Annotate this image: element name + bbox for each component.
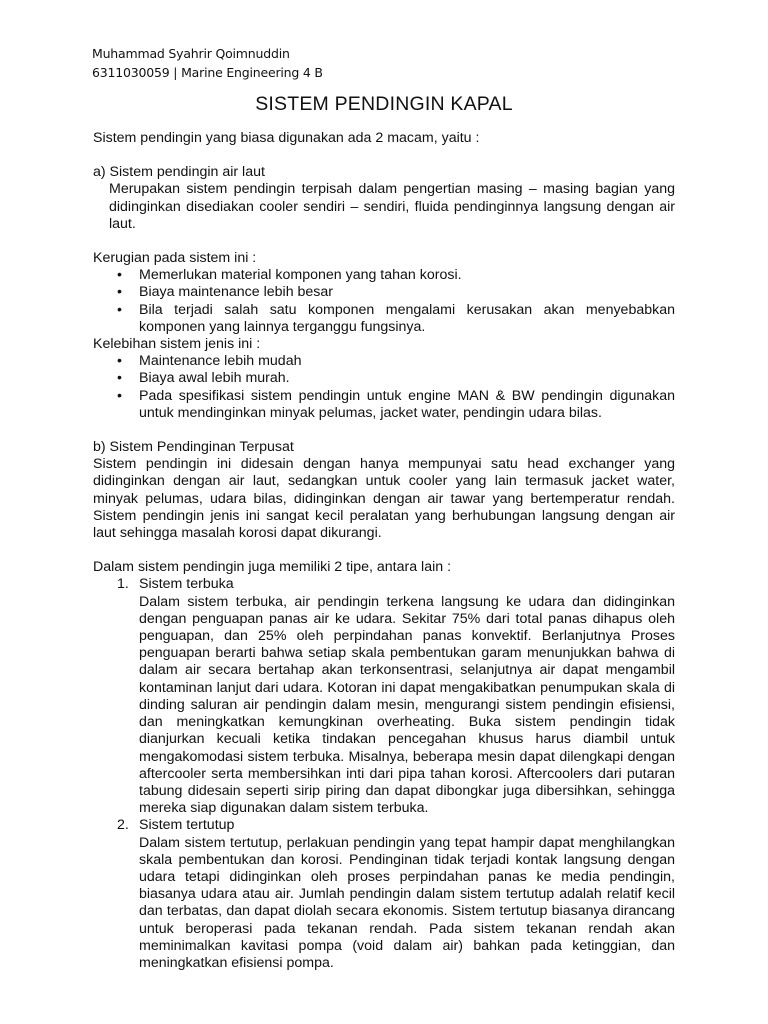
bullet-icon: • [117, 353, 122, 370]
document-title: SISTEM PENDINGIN KAPAL [255, 93, 513, 115]
list-item: • Bila terjadi salah satu komponen mengalami kerusakan akan menyebabkan komponen yang lainnya terganggu fungsinya. [117, 301, 675, 335]
author-name: Muhammad Syahrir Qoimnuddin [92, 46, 290, 61]
list-item: • Maintenance lebih mudah [117, 353, 302, 370]
section-a-description: Merupakan sistem pendingin terpisah dalam pengertian masing – masing bagian yang didinginkan disediakan cooler sendiri – sendiri, fluida pendinginnya langsung dengan air laut. [109, 181, 675, 232]
type-body: Dalam sistem terbuka, air pendingin terkena langsung ke udara dan didinginkan dengan penguapan panas air ke udara. Sekitar 75% dari total panas dihapus oleh penguapan, dan 25% oleh perpindahan panas konvektif. Berlanjutnya Proses penguapan berarti bahwa setiap skala pembentukan garam menunjukkan bahwa di dalam air secara bertahap akan terkonsentrasi, selanjutnya air dapat mengambil kontaminan lanjut dari udara. Kotoran ini dapat mengakibatkan penumpukan skala di dinding saluran air pendingin dalam mesin, mengurangi sistem pendingin efisiensi, dan meningkatkan kemungkinan overheating. Buka sistem pendingin tidak dianjurkan kecuali ketika tindakan pencegahan khusus harus diambil untuk mengakomodasi sistem terbuka. Misalnya, beberapa mesin dapat dilengkapi dengan aftercooler serta membersihkan inti dari pipa tahan korosi. Aftercoolers dari putaran tabung didesain seperti sirip piring dan dapat dibongkar juga dibersihkan, sehingga mereka siap digunakan dalam sistem terbuka. [139, 593, 675, 817]
type-heading: Sistem tertutup [139, 817, 235, 834]
list-item [93, 817, 675, 972]
list-item: • Biaya maintenance lebih besar [117, 284, 334, 301]
student-id-line: 6311030059 | Marine Engineering 4 B [92, 65, 323, 80]
intro-paragraph: Sistem pendingin yang biasa digunakan ada 2 macam, yaitu : [93, 130, 480, 146]
list-item [93, 576, 675, 817]
disadvantages-heading: Kerugian pada sistem ini : [93, 250, 257, 267]
bullet-icon: • [117, 267, 122, 284]
types-intro: Dalam sistem pendingin juga memiliki 2 tipe, antara lain : [93, 559, 452, 576]
list-item: • Biaya awal lebih murah. [117, 370, 290, 387]
advantages-heading: Kelebihan sistem jenis ini : [93, 336, 261, 353]
types-list [93, 576, 675, 972]
bullet-icon: • [117, 284, 122, 301]
item-number: 2. [117, 817, 129, 834]
section-b-description: Sistem pendingin ini didesain dengan hanya mempunyai satu head exchanger yang didinginkan dengan air laut, sedangkan untuk cooler yang lain termasuk jacket water, minyak pelumas, udara bilas, didinginkan dengan air tawar yang bertemperatur rendah. Sistem pendingin jenis ini sangat kecil peralatan yang berhubungan langsung dengan air laut sehingga masalah korosi dapat dikurangi. [93, 456, 675, 542]
item-number: 1. [117, 576, 129, 593]
type-heading: Sistem terbuka [139, 576, 234, 593]
bullet-icon: • [117, 387, 122, 404]
type-body: Dalam sistem tertutup, perlakuan pendingin yang tepat hampir dapat menghilangkan skala pembentukan dan korosi. Pendinginan tidak terjadi kontak langsung dengan udara tetapi didinginkan oleh proses perpindahan panas ke media pendingin, biasanya udara atau air. Jumlah pendingin dalam sistem tertutup adalah relatif kecil dan terbatas, dan dapat diolah secara ekonomis. Sistem tertutup biasanya dirancang untuk beroperasi pada tekanan rendah. Pada sistem tekanan rendah akan meminimalkan kavitasi pompa (void dalam air) bahkan pada ketinggian, dan meningkatkan efisiensi pompa. [139, 834, 675, 971]
list-item: • Pada spesifikasi sistem pendingin untuk engine MAN & BW pendingin digunakan untuk mendinginkan minyak pelumas, jacket water, pendingin udara bilas. [117, 387, 675, 421]
section-a-heading: a) Sistem pendingin air laut [93, 164, 265, 181]
list-item: • Memerlukan material komponen yang tahan korosi. [117, 267, 462, 284]
author-block [92, 44, 323, 82]
disadvantages-list [93, 267, 675, 336]
bullet-icon: • [117, 301, 122, 318]
advantages-list [93, 353, 675, 422]
section-b-heading: b) Sistem Pendinginan Terpusat [93, 439, 294, 456]
document-body [93, 130, 675, 972]
bullet-icon: • [117, 370, 122, 387]
